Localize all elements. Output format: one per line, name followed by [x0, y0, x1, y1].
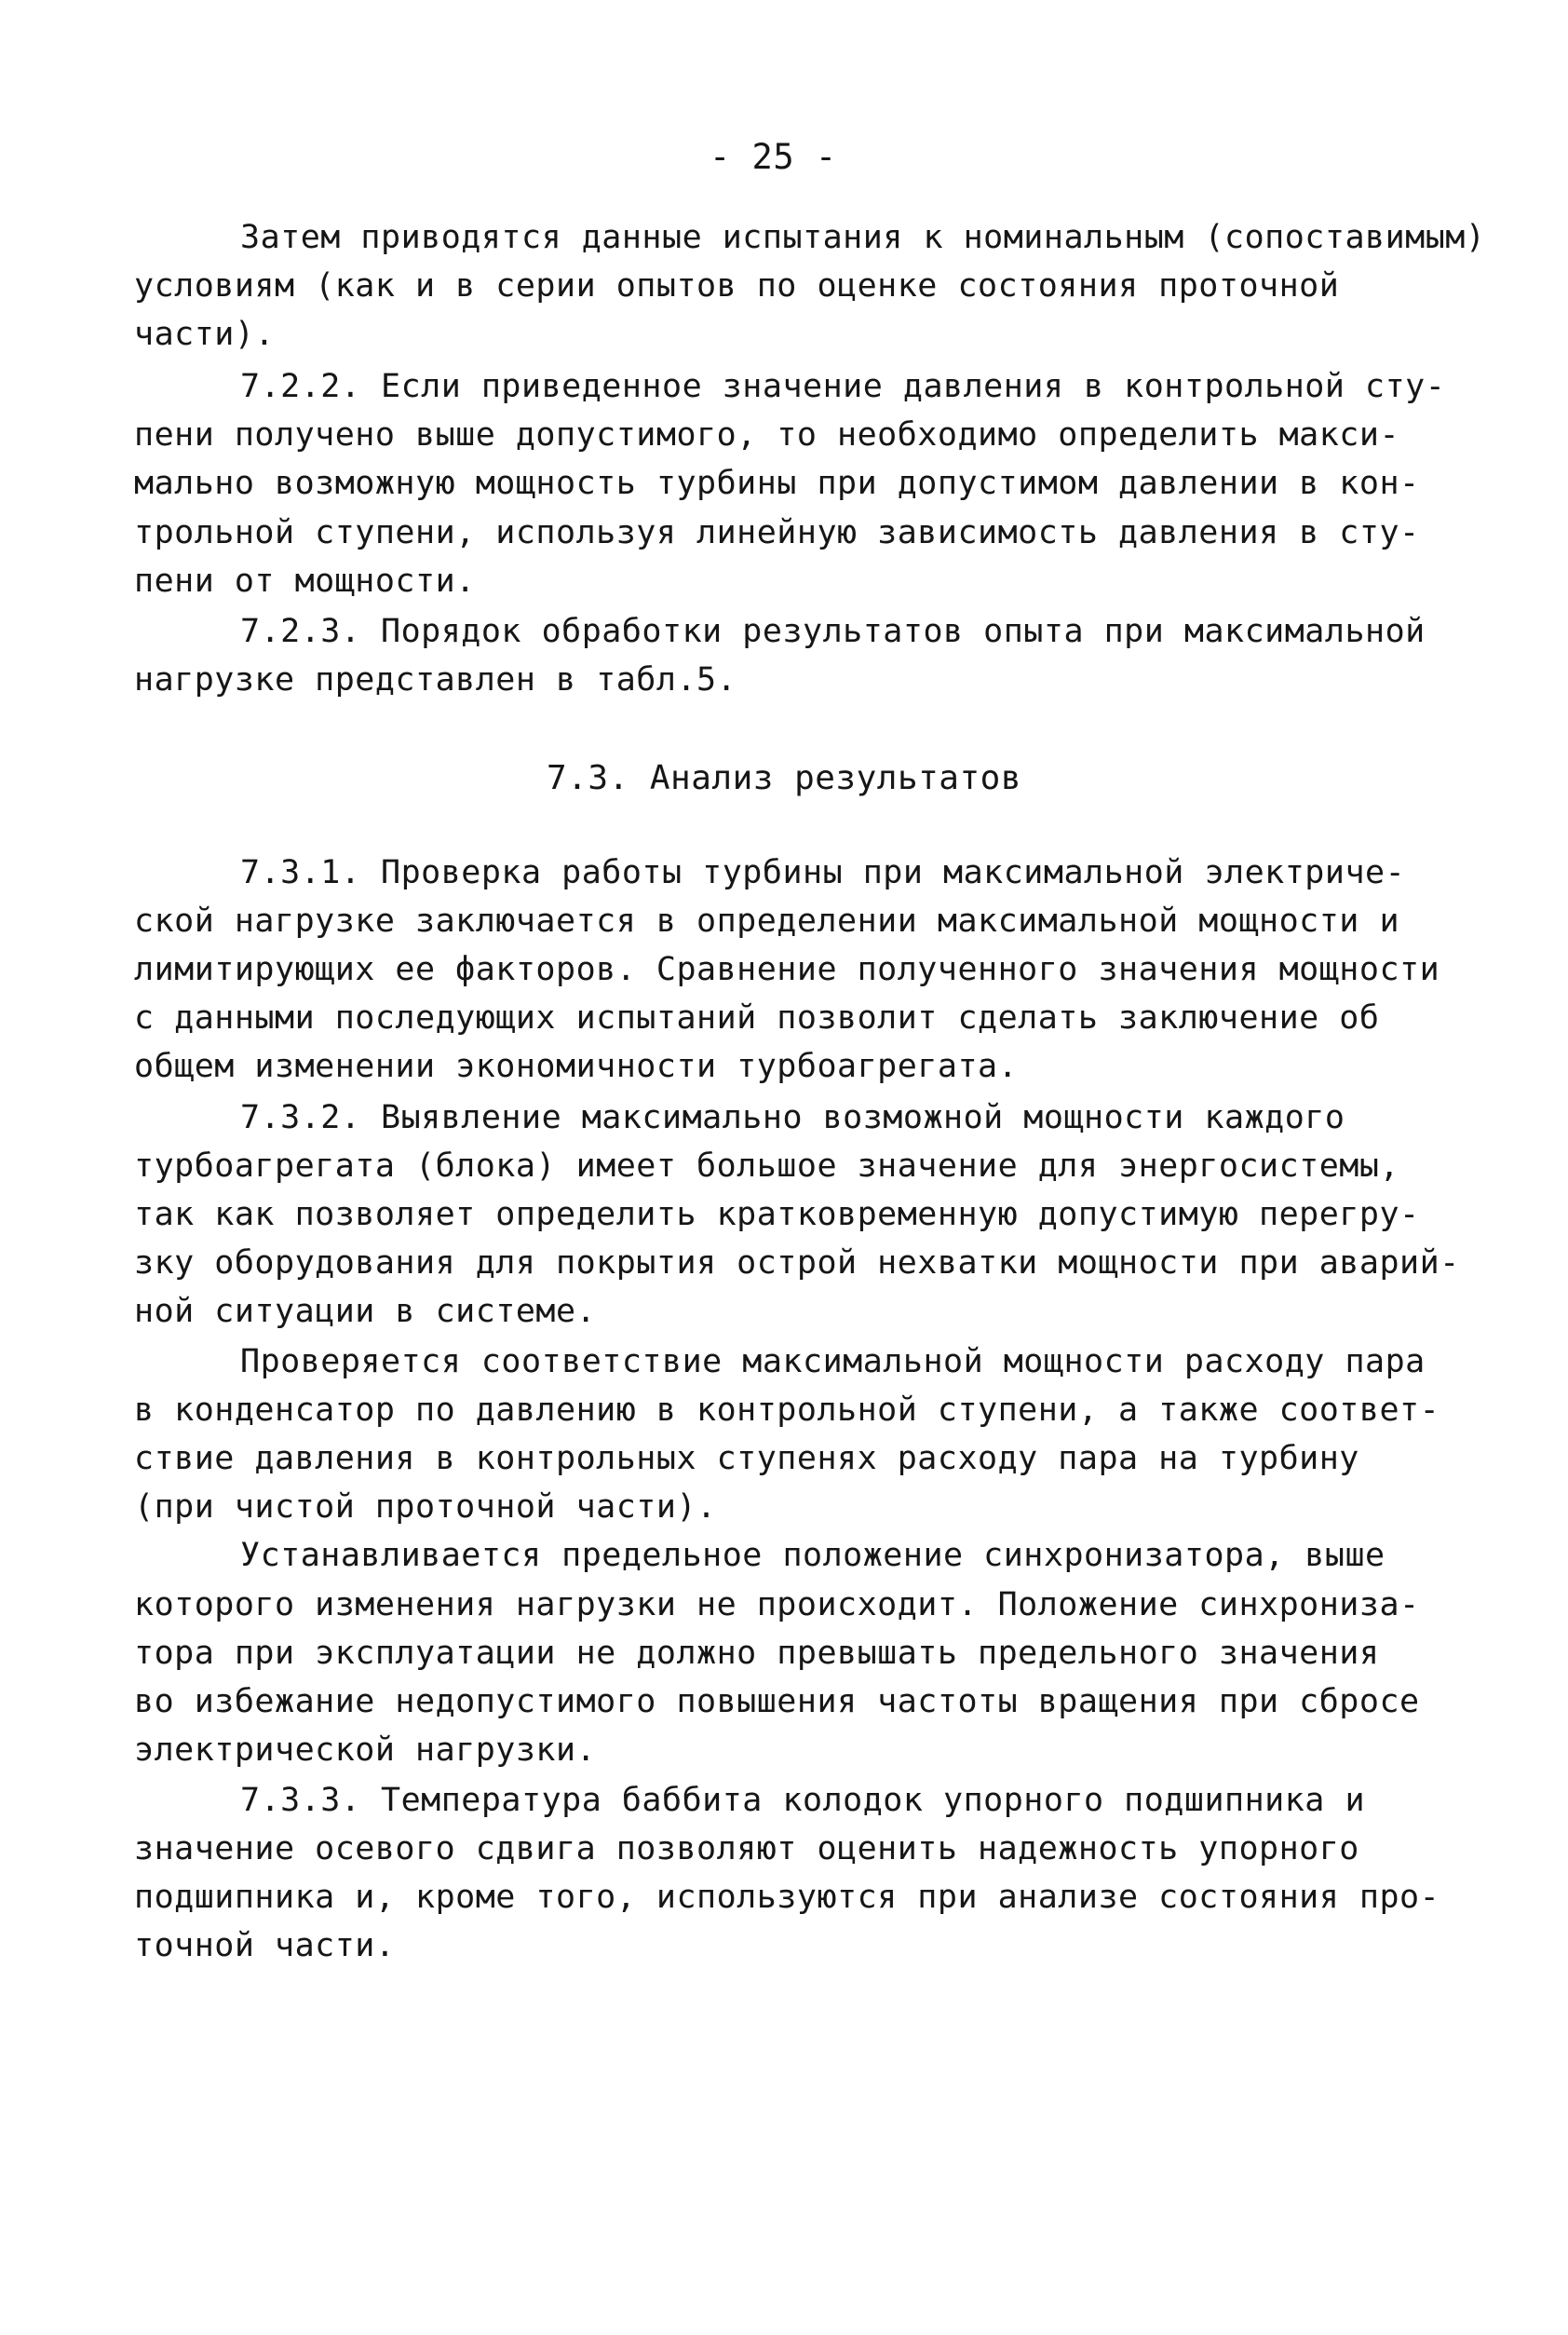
text-line: зку оборудования для покрытия острой нехватки мощности при аварий-	[134, 1244, 1460, 1282]
text-line: во избежание недопустимого повышения частоты вращения при сбросе	[134, 1683, 1420, 1720]
text-line: которого изменения нагрузки не происходит. Положение синхрониза-	[134, 1586, 1420, 1623]
text-line: Затем приводятся данные испытания к номинальным (сопоставимым)	[240, 219, 1486, 256]
text-line: так как позволяет определить кратковременную допустимую перегру-	[134, 1196, 1420, 1233]
text-line: значение осевого сдвига позволяют оценить надежность упорного	[134, 1830, 1359, 1867]
text-line: ной ситуации в системе.	[134, 1293, 597, 1330]
text-line: Устанавливается предельное положение синхронизатора, выше	[240, 1537, 1386, 1574]
text-line: подшипника и, кроме того, используются при анализе состояния про-	[134, 1879, 1440, 1916]
text-line: 7.3.1. Проверка работы турбины при максимальной электриче-	[240, 854, 1406, 891]
text-line: трольной ступени, используя линейную зависимость давления в сту-	[134, 514, 1420, 551]
text-line: тора при эксплуатации не должно превышать предельного значения	[134, 1635, 1380, 1672]
text-line: 7.2.3. Порядок обработки результатов опыта при максимальной	[240, 613, 1426, 650]
text-line: нагрузке представлен в табл.5.	[134, 661, 737, 699]
text-line: с данными последующих испытаний позволит сделать заключение об	[134, 999, 1380, 1037]
text-line: турбоагрегата (блока) имеет большое значение для энергосистемы,	[134, 1147, 1400, 1185]
text-line: ской нагрузке заключается в определении максимальной мощности и	[134, 903, 1400, 940]
text-line: 7.3.3. Температура баббита колодок упорного подшипника и	[240, 1782, 1366, 1819]
text-line: пени получено выше допустимого, то необходимо определить макси-	[134, 416, 1400, 454]
text-line: Проверяется соответствие максимальной мощности расходу пара	[240, 1343, 1426, 1380]
text-line: электрической нагрузки.	[134, 1731, 597, 1769]
text-line: точной части.	[134, 1927, 396, 1964]
text-line: в конденсатор по давлению в контрольной ступени, а также соответ-	[134, 1391, 1440, 1429]
text-line: 7.3.2. Выявление максимально возможной мощности каждого	[240, 1099, 1345, 1136]
text-line: 7.2.2. Если приведенное значение давления в контрольной сту-	[240, 368, 1446, 405]
text-line: ствие давления в контрольных ступенях расходу пара на турбину	[134, 1440, 1359, 1477]
section-heading: 7.3. Анализ результатов	[547, 759, 1021, 797]
text-line: условиям (как и в серии опытов по оценке состояния проточной	[134, 267, 1340, 305]
text-line: части).	[134, 316, 276, 353]
text-line: пени от мощности.	[134, 563, 476, 600]
text-line: общем изменении экономичности турбоагрегата.	[134, 1048, 1019, 1085]
page-number: - 25 -	[710, 137, 837, 177]
text-line: мально возможную мощность турбины при допустимом давлении в кон-	[134, 465, 1420, 502]
text-line: (при чистой проточной части).	[134, 1488, 717, 1526]
text-line: лимитирующих ее факторов. Сравнение полученного значения мощности	[134, 951, 1440, 988]
